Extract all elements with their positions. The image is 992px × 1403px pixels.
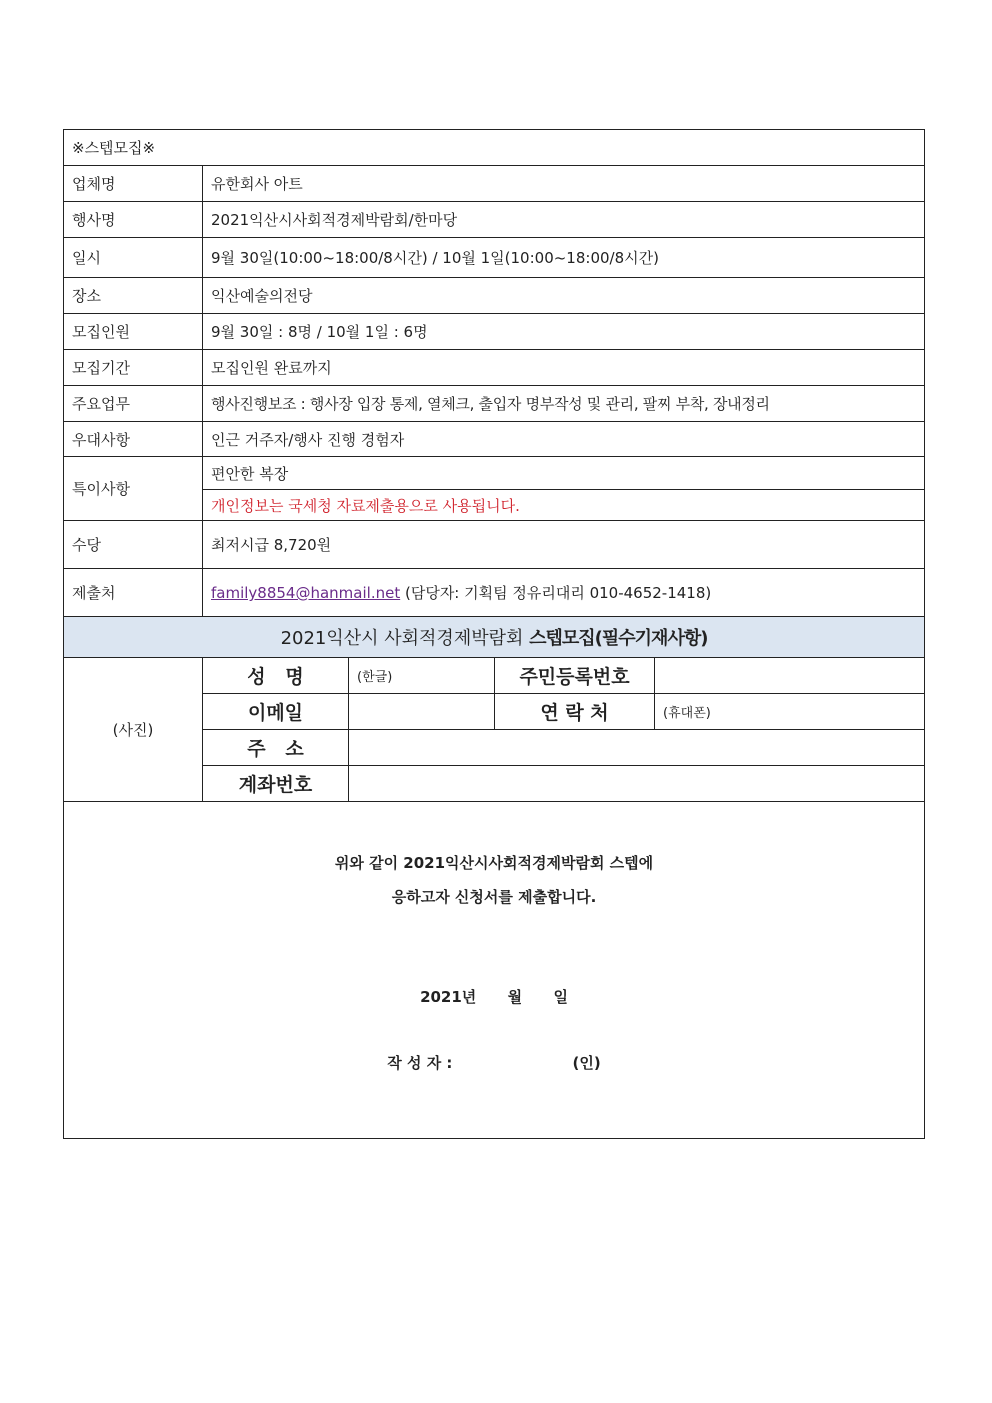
pay-value: 최저시급 8,720원 [203,521,925,569]
contact-text: (담당자: 기획팀 정유리대리 010-4652-1418) [404,584,712,602]
info-label: 행사명 [64,202,203,238]
phone-field[interactable]: (휴대폰) [655,694,925,730]
email-link[interactable]: family8854@hanmail.net [211,584,401,602]
info-value: 2021익산시사회적경제박람회/한마당 [203,202,925,238]
submit-label: 제출처 [64,569,203,617]
declaration-line2: 응하고자 신청서를 제출합니다. [391,888,597,906]
pay-label: 수당 [64,521,203,569]
recruitment-table [63,129,925,1139]
account-label: 계좌번호 [203,766,349,802]
recruit-header: ※스텝모집※ [64,130,925,166]
info-label: 우대사항 [64,422,203,457]
name-label: 성 명 [203,658,349,694]
submit-value [203,569,925,617]
info-label: 모집인원 [64,314,203,350]
address-label: 주 소 [203,730,349,766]
info-label: 주요업무 [64,386,203,422]
info-label: 업체명 [64,166,203,202]
info-value: 유한회사 아트 [203,166,925,202]
info-value: 9월 30일(10:00~18:00/8시간) / 10월 1일(10:00~18:00/8시간) [203,238,925,278]
account-field[interactable] [349,766,925,802]
id-number-label: 주민등록번호 [495,658,655,694]
id-number-field[interactable] [655,658,925,694]
declaration-date: 2021년 월 일 [420,988,568,1006]
info-value: 인근 거주자/행사 진행 경험자 [203,422,925,457]
email-field[interactable] [349,694,495,730]
declaration-box [64,802,925,1139]
info-value: 익산예술의전당 [203,278,925,314]
declaration-signer: 작 성 자 : (인) [387,1054,601,1072]
email-label: 이메일 [203,694,349,730]
special-label: 특이사항 [64,457,203,521]
info-value: 행사진행보조 : 행사장 입장 통제, 열체크, 출입자 명부작성 및 관리, 팔찌 부착, 장내정리 [203,386,925,422]
application-document [63,129,924,1139]
form-title-normal: 2021익산시 사회적경제박람회 [280,628,530,649]
form-title-bold: 스텝모집(필수기재사항) [529,628,708,649]
info-value: 모집인원 완료까지 [203,350,925,386]
name-field[interactable]: (한글) [349,658,495,694]
info-label: 일시 [64,238,203,278]
privacy-notice: 개인정보는 국세청 자료제출용으로 사용됩니다. [203,490,925,521]
address-field[interactable] [349,730,925,766]
special-line1: 편안한 복장 [203,457,925,490]
phone-label: 연 락 처 [495,694,655,730]
info-label: 장소 [64,278,203,314]
form-title [64,617,925,658]
photo-box: (사진) [64,658,203,802]
info-value: 9월 30일 : 8명 / 10월 1일 : 6명 [203,314,925,350]
info-label: 모집기간 [64,350,203,386]
declaration-line1: 위와 같이 2021익산시사회적경제박람회 스텝에 [334,854,654,872]
